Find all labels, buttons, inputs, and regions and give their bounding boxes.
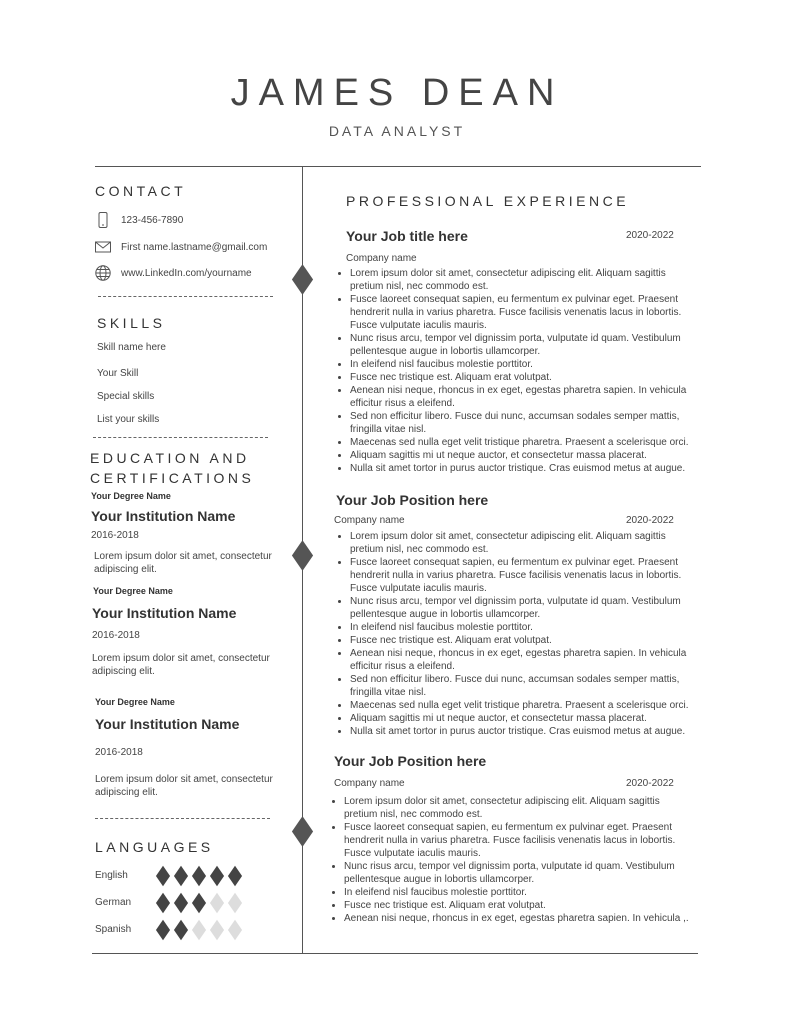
job-bullet: • Fusce laoreet consequat sapien, eu fermentum ex pulvinar eget. Praesent hendrerit nulla in varius pharetra. Fusce facilisis venenatis lacus in lobortis. Fusce vulputate iaculis mauris. bbox=[350, 556, 700, 595]
job-bullet: • Aenean nisi neque, rhoncus in ex eget, egestas pharetra sapien. In vehicula efficitur risus a eleifend. bbox=[350, 647, 700, 673]
job-bullet: • Lorem ipsum dolor sit amet, consectetur adipiscing elit. Aliquam sagittis pretium nisl, nec commodo est. bbox=[344, 795, 689, 821]
language-name: Spanish bbox=[95, 924, 132, 935]
education-degree: Your Degree Name bbox=[93, 586, 173, 596]
job-bullet: • Nulla sit amet tortor in purus auctor tristique. Cras euismod metus at augue. bbox=[350, 462, 700, 475]
education-description-line: Lorem ipsum dolor sit amet, consectetur bbox=[92, 653, 270, 664]
level-diamond-filled bbox=[156, 865, 170, 886]
job-bullet: • In eleifend nisl faucibus molestie porttitor. bbox=[350, 621, 700, 634]
education-separator bbox=[95, 818, 270, 819]
job-bullets bbox=[334, 530, 700, 738]
job-company: Company name bbox=[334, 515, 405, 526]
job-bullets bbox=[328, 795, 689, 925]
skill-item: Skill name here bbox=[97, 342, 166, 353]
resume-name: JAMES DEAN bbox=[230, 72, 564, 114]
skills-heading: SKILLS bbox=[97, 315, 166, 331]
bottom-divider bbox=[92, 953, 698, 954]
job-bullet: • Nunc risus arcu, tempor vel dignissim porta, vulputate id quam. Vestibulum pellentesque augue in lobortis ullamcorper. bbox=[350, 332, 700, 358]
level-diamond-filled bbox=[192, 865, 206, 886]
education-years: 2016-2018 bbox=[95, 747, 143, 758]
top-divider bbox=[95, 166, 701, 167]
languages-heading: LANGUAGES bbox=[95, 839, 214, 855]
level-diamond-filled bbox=[174, 892, 188, 913]
education-institution: Your Institution Name bbox=[92, 605, 237, 621]
education-description-line: adipiscing elit. bbox=[94, 564, 157, 575]
job-years: 2020-2022 bbox=[626, 515, 674, 526]
level-diamond-empty bbox=[210, 892, 224, 913]
experience-heading: PROFESSIONAL EXPERIENCE bbox=[346, 193, 630, 209]
job-bullet: • Aliquam sagittis mi ut neque auctor, et consectetur massa placerat. bbox=[350, 449, 700, 462]
globe-icon bbox=[95, 265, 111, 281]
education-description bbox=[95, 773, 273, 799]
level-diamond-filled bbox=[192, 892, 206, 913]
education-description-line: adipiscing elit. bbox=[92, 666, 155, 677]
job-bullet: • Nulla sit amet tortor in purus auctor tristique. Cras euismod metus at augue. bbox=[350, 725, 700, 738]
job-company: Company name bbox=[346, 253, 417, 264]
divider-diamond bbox=[292, 816, 313, 847]
education-degree: Your Degree Name bbox=[95, 697, 175, 707]
job-bullet: • Maecenas sed nulla eget velit tristique pharetra. Praesent a scelerisque orci. bbox=[350, 436, 700, 449]
contact-separator bbox=[98, 296, 273, 297]
language-row bbox=[95, 924, 248, 935]
envelope-icon bbox=[95, 239, 111, 255]
language-level bbox=[158, 925, 248, 935]
education-institution: Your Institution Name bbox=[91, 508, 236, 524]
education-description-line: adipiscing elit. bbox=[95, 787, 158, 798]
job-bullet: • Fusce nec tristique est. Aliquam erat volutpat. bbox=[350, 371, 700, 384]
job-bullet: • Sed non efficitur libero. Fusce dui nunc, accumsan sodales semper mattis, fringilla vitae nisl. bbox=[350, 673, 700, 699]
level-diamond-filled bbox=[156, 892, 170, 913]
education-years: 2016-2018 bbox=[92, 630, 140, 641]
language-name: English bbox=[95, 870, 128, 881]
email-text: First name.lastname@gmail.com bbox=[121, 241, 268, 253]
job-bullet: • Sed non efficitur libero. Fusce dui nunc, accumsan sodales semper mattis, fringilla vitae nisl. bbox=[350, 410, 700, 436]
language-row bbox=[95, 897, 248, 908]
divider-diamond bbox=[292, 540, 313, 571]
website-text: www.LinkedIn.com/yourname bbox=[121, 267, 252, 279]
education-heading bbox=[90, 448, 254, 488]
job-bullet: • Aliquam sagittis mi ut neque auctor, et consectetur massa placerat. bbox=[350, 712, 700, 725]
job-bullet: • Lorem ipsum dolor sit amet, consectetur adipiscing elit. Aliquam sagittis pretium nisl, nec commodo est. bbox=[350, 267, 700, 293]
education-description bbox=[94, 550, 272, 576]
job-bullets bbox=[334, 267, 700, 475]
education-description-line: Lorem ipsum dolor sit amet, consectetur bbox=[94, 551, 272, 562]
job-title: Your Job Position here bbox=[334, 753, 487, 769]
education-description-line: Lorem ipsum dolor sit amet, consectetur bbox=[95, 774, 273, 785]
contact-phone bbox=[95, 212, 183, 228]
job-bullet: • Nunc risus arcu, tempor vel dignissim porta, vulputate id quam. Vestibulum pellentesque augue in lobortis ullamcorper. bbox=[344, 860, 689, 886]
level-diamond-filled bbox=[156, 919, 170, 940]
level-diamond-empty bbox=[192, 919, 206, 940]
phone-text: 123-456-7890 bbox=[121, 214, 184, 226]
job-bullet: • Fusce nec tristique est. Aliquam erat volutpat. bbox=[350, 634, 700, 647]
education-years: 2016-2018 bbox=[91, 530, 139, 541]
education-description bbox=[92, 652, 270, 678]
education-degree: Your Degree Name bbox=[91, 491, 171, 501]
job-bullet: • In eleifend nisl faucibus molestie porttitor. bbox=[344, 886, 689, 899]
contact-heading: CONTACT bbox=[95, 183, 187, 199]
contact-website bbox=[95, 265, 252, 281]
education-heading-line2: CERTIFICATIONS bbox=[90, 470, 255, 486]
language-level bbox=[158, 898, 248, 908]
job-years: 2020-2022 bbox=[626, 778, 674, 789]
job-bullet: • In eleifend nisl faucibus molestie porttitor. bbox=[350, 358, 700, 371]
job-title: Your Job Position here bbox=[336, 492, 489, 508]
divider-diamond bbox=[292, 264, 313, 295]
level-diamond-empty bbox=[228, 892, 242, 913]
job-bullet: • Fusce laoreet consequat sapien, eu fermentum ex pulvinar eget. Praesent hendrerit nulla in varius pharetra. Fusce facilisis venenatis lacus in lobortis. Fusce vulputate iaculis mauris. bbox=[344, 821, 689, 860]
job-company: Company name bbox=[334, 778, 405, 789]
job-bullet: • Fusce nec tristique est. Aliquam erat volutpat. bbox=[344, 899, 689, 912]
level-diamond-empty bbox=[210, 919, 224, 940]
education-heading-line1: EDUCATION AND bbox=[90, 450, 250, 466]
level-diamond-filled bbox=[174, 865, 188, 886]
job-bullet: • Maecenas sed nulla eget velit tristique pharetra. Praesent a scelerisque orci. bbox=[350, 699, 700, 712]
level-diamond-empty bbox=[228, 919, 242, 940]
language-name: German bbox=[95, 897, 132, 908]
skill-item: Special skills bbox=[97, 391, 155, 402]
phone-icon bbox=[95, 212, 111, 228]
level-diamond-filled bbox=[228, 865, 242, 886]
level-diamond-filled bbox=[210, 865, 224, 886]
skills-separator bbox=[93, 437, 268, 438]
education-institution: Your Institution Name bbox=[95, 716, 240, 732]
job-years: 2020-2022 bbox=[626, 230, 674, 241]
language-row bbox=[95, 870, 248, 881]
job-bullet: • Nunc risus arcu, tempor vel dignissim porta, vulputate id quam. Vestibulum pellentesque augue in lobortis ullamcorper. bbox=[350, 595, 700, 621]
job-bullet: • Fusce laoreet consequat sapien, eu fermentum ex pulvinar eget. Praesent hendrerit nulla in varius pharetra. Fusce facilisis venenatis lacus in lobortis. Fusce vulputate iaculis mauris. bbox=[350, 293, 700, 332]
language-level bbox=[158, 871, 248, 881]
skill-item: List your skills bbox=[97, 414, 160, 425]
contact-email bbox=[95, 239, 267, 255]
level-diamond-filled bbox=[174, 919, 188, 940]
job-bullet: • Aenean nisi neque, rhoncus in ex eget, egestas pharetra sapien. In vehicula ,. bbox=[344, 912, 689, 925]
job-title: Your Job title here bbox=[346, 228, 468, 244]
job-bullet: • Aenean nisi neque, rhoncus in ex eget, egestas pharetra sapien. In vehicula efficitur risus a eleifend. bbox=[350, 384, 700, 410]
job-bullet: • Lorem ipsum dolor sit amet, consectetur adipiscing elit. Aliquam sagittis pretium nisl, nec commodo est. bbox=[350, 530, 700, 556]
skill-item: Your Skill bbox=[97, 368, 139, 379]
resume-role: DATA ANALYST bbox=[328, 123, 466, 139]
